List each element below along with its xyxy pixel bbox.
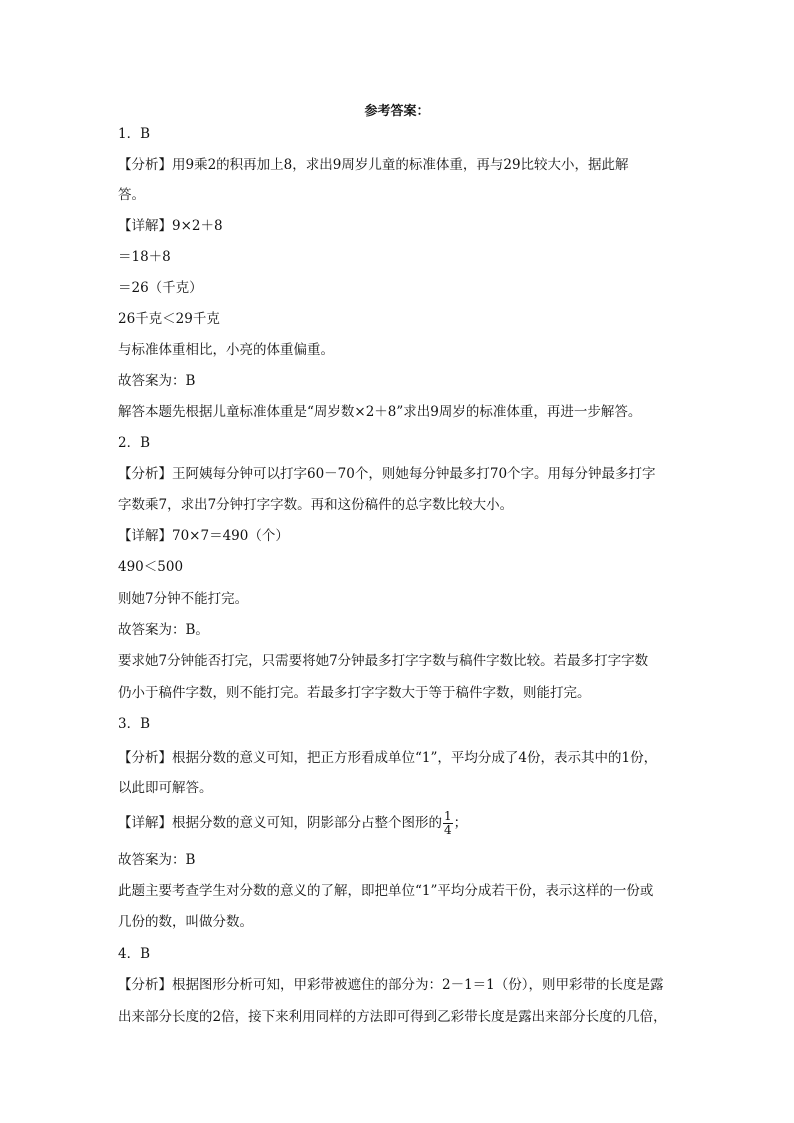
solution-text: 【详解】9×2＋8: [118, 218, 223, 234]
analysis-text: 【分析】根据分数的意义可知，把正方形看成单位“1”，平均分成了4份，表示其中的1份，: [118, 750, 658, 766]
answer-line: 故答案为：B: [118, 373, 196, 389]
solution-text-before: 【详解】根据分数的意义可知，阴影部分占整个图形的: [118, 815, 442, 831]
analysis-text: 【分析】用9乘2的积再加上8，求出9周岁儿童的标准体重，再与29比较大小，据此解: [118, 157, 629, 173]
answer-number: 2．B: [118, 435, 151, 451]
fraction-numerator: 1: [444, 809, 452, 823]
fraction: [443, 810, 453, 837]
analysis-text: 【分析】根据图形分析可知，甲彩带被遮住的部分为：2－1＝1（份），则甲彩带的长度是露: [118, 977, 664, 993]
analysis-text: 以此即可解答。: [118, 780, 213, 796]
solution-step: 与标准体重相比，小亮的体重偏重。: [118, 342, 334, 358]
solution-step: ＝26（千克）: [118, 280, 203, 296]
comment-text: 几份的数，叫做分数。: [118, 914, 253, 930]
answer-number: 1．B: [118, 126, 151, 142]
analysis-text: 【分析】王阿姨每分钟可以打字60－70个，则她每分钟最多打70个字。用每分钟最多打字: [118, 466, 656, 482]
solution-text: 【详解】70×7＝490（个）: [118, 528, 289, 544]
comment-text: 解答本题先根据儿童标准体重是“周岁数×2＋8”求出9周岁的标准体重，再进一步解答。: [118, 404, 642, 420]
fraction-denominator: 4: [444, 823, 452, 837]
analysis-text: 答。: [118, 187, 145, 203]
solution-text: [118, 808, 688, 838]
solution-text-after: ；: [453, 815, 468, 831]
answer-number: 4．B: [118, 946, 151, 962]
answer-number: 3．B: [118, 716, 151, 732]
comment-text: 要求她7分钟能否打完，只需要将她7分钟最多打字字数与稿件字数比较。若最多打字字数: [118, 653, 649, 669]
solution-step: ＝18＋8: [118, 249, 171, 265]
page-title: 参考答案：: [364, 104, 430, 119]
solution-step: 26千克＜29千克: [118, 311, 220, 327]
comment-text: 仍小于稿件字数，则不能打完。若最多打字字数大于等于稿件字数，则能打完。: [118, 685, 591, 701]
comment-text: 此题主要考查学生对分数的意义的了解，即把单位“1”平均分成若干份，表示这样的一份或: [118, 883, 654, 899]
answer-line: 故答案为：B: [118, 852, 196, 868]
solution-step: 则她7分钟不能打完。: [118, 591, 249, 607]
answer-line: 故答案为：B。: [118, 622, 209, 638]
analysis-text: 字数乘7，求出7分钟打字字数。再和这份稿件的总字数比较大小。: [118, 497, 514, 513]
analysis-text: 出来部分长度的2倍，接下来利用同样的方法即可得到乙彩带长度是露出来部分长度的几倍，: [118, 1009, 667, 1025]
solution-step: 490＜500: [118, 559, 184, 575]
